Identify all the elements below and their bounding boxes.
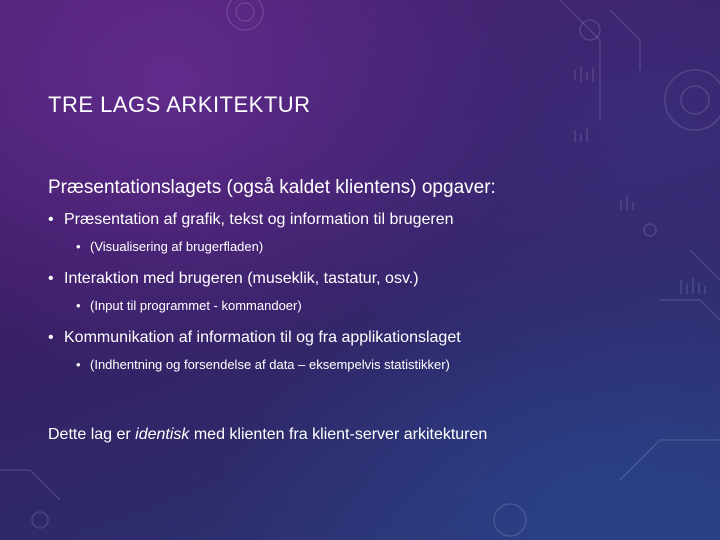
sub-bullet-item: [48, 355, 688, 375]
slide-body: [48, 175, 688, 375]
bullet-icon: •: [48, 329, 54, 346]
sub-bullet-item: [48, 296, 688, 316]
closing-statement: [48, 424, 487, 446]
closing-text-after: med klienten fra klient-server arkitekturen: [189, 426, 488, 443]
bullet-text: Interaktion med brugeren (museklik, tastatur, osv.): [64, 270, 419, 287]
slide-title: TRE LAGS ARKITEKTUR: [48, 92, 311, 117]
bullet-icon: •: [48, 211, 54, 228]
bullet-list: [48, 209, 688, 375]
sub-bullet-text: (Indhentning og forsendelse af data – eksempelvis statistikker): [90, 357, 450, 372]
bullet-item: [48, 268, 688, 290]
bullet-icon: •: [48, 270, 54, 287]
closing-emphasis: identisk: [135, 426, 190, 443]
bullet-item: [48, 209, 688, 231]
bullet-icon: •: [76, 298, 81, 313]
intro-text: Præsentationslagets (også kaldet klientens) opgaver:: [48, 177, 496, 198]
closing-text-before: Dette lag er: [48, 426, 136, 443]
sub-bullet-text: (Input til programmet - kommandoer): [90, 298, 302, 313]
sub-bullet-item: [48, 237, 688, 257]
bullet-item: [48, 327, 688, 349]
bullet-icon: •: [76, 239, 81, 254]
bullet-text: Præsentation af grafik, tekst og information til brugeren: [64, 211, 454, 228]
bullet-icon: •: [76, 357, 81, 372]
sub-bullet-text: (Visualisering af brugerfladen): [90, 239, 264, 254]
bullet-text: Kommunikation af information til og fra applikationslaget: [64, 329, 461, 346]
